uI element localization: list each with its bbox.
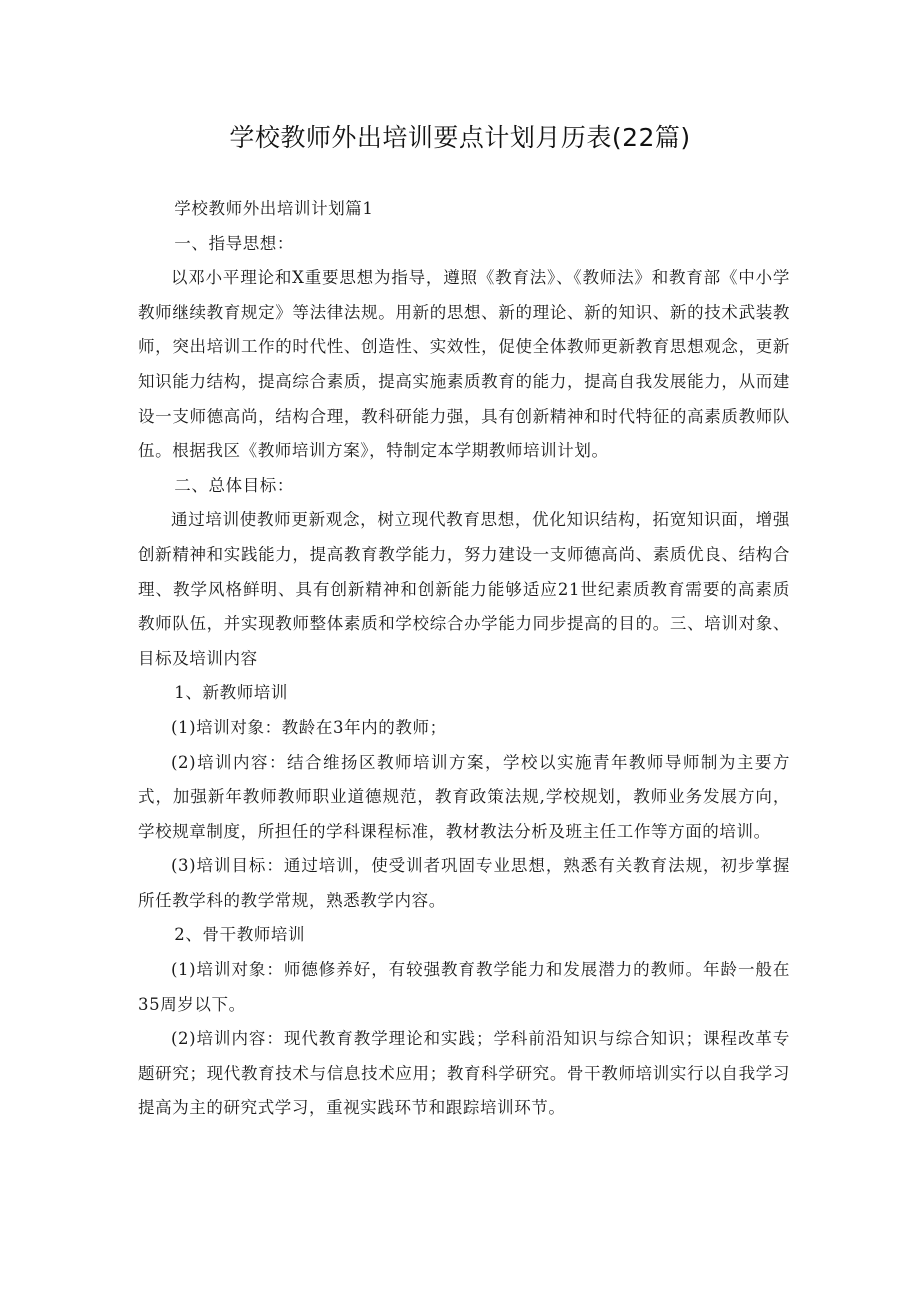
- document-title: 学校教师外出培训要点计划月历表(22篇): [229, 123, 691, 152]
- subsection-heading: 二、总体目标：: [174, 475, 294, 495]
- document-body: [138, 192, 790, 1126]
- body-paragraph: (1)培训对象：师德修养好，有较强教育教学能力和发展潜力的教师。年龄一般在35周岁以下。: [138, 960, 790, 1014]
- subsection-heading: 一、指导思想：: [174, 233, 294, 253]
- section-heading: 学校教师外出培训计划篇1: [174, 199, 374, 218]
- subsection-heading: 2、骨干教师培训: [174, 925, 306, 945]
- body-paragraph: (1)培训对象：教龄在3年内的教师；: [171, 717, 447, 737]
- body-paragraph: (2)培训内容：结合维扬区教师培训方案，学校以实施青年教师导师制为主要方式，加强新年教师教师职业道德规范，教育政策法规,学校规划，教师业务发展方向，学校规章制度，所担任的学科课程标准，教材教法分析及班主任工作等方面的培训。: [138, 752, 790, 841]
- body-paragraph: (3)培训目标：通过培训，使受训者巩固专业思想，熟悉有关教育法规，初步掌握所任教学科的教学常规，熟悉教学内容。: [138, 856, 790, 910]
- subsection-heading: 1、新教师培训: [174, 683, 288, 703]
- body-paragraph: 以邓小平理论和X重要思想为指导，遵照《教育法》、《教师法》和教育部《中小学教师继续教育规定》等法律法规。用新的思想、新的理论、新的知识、新的技术武装教师，突出培训工作的时代性、创造性、实效性，促使全体教师更新教育思想观念，更新知识能力结构，提高综合素质，提高实施素质教育的能力，提高自我发展能力，从而建设一支师德高尚，结构合理，教科研能力强，具有创新精神和时代特征的高素质教师队伍。根据我区《教师培训方案》，特制定本学期教师培训计划。: [138, 268, 790, 461]
- body-paragraph: 通过培训使教师更新观念，树立现代教育思想，优化知识结构，拓宽知识面，增强创新精神和实践能力，提高教育教学能力，努力建设一支师德高尚、素质优良、结构合理、教学风格鲜明、具有创新精神和创新能力能够适应21世纪素质教育需要的高素质教师队伍，并实现教师整体素质和学校综合办学能力同步提高的目的。三、培训对象、目标及培训内容: [138, 510, 790, 668]
- body-paragraph: (2)培训内容：现代教育教学理论和实践；学科前沿知识与综合知识；课程改革专题研究；现代教育技术与信息技术应用；教育科学研究。骨干教师培训实行以自我学习提高为主的研究式学习，重视实践环节和跟踪培训环节。: [138, 1029, 790, 1118]
